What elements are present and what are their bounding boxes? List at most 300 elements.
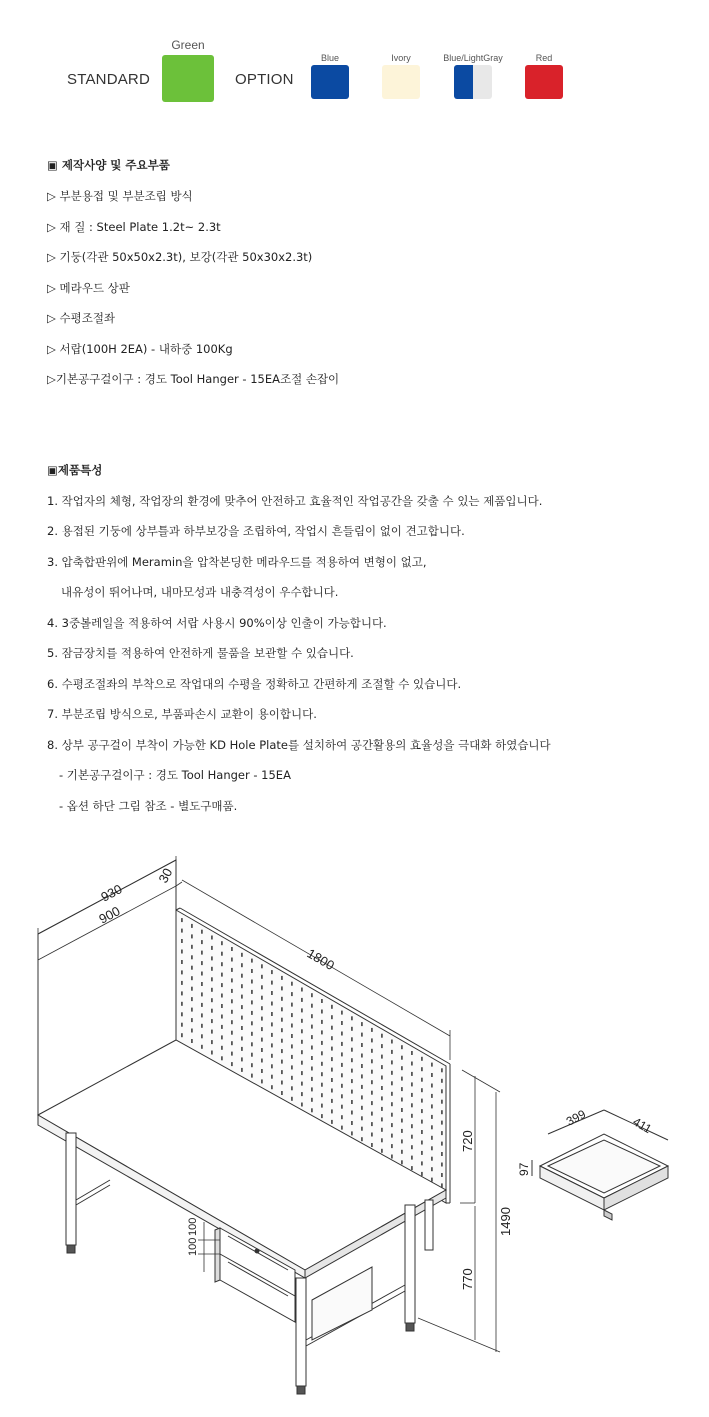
peg-hole — [361, 1085, 363, 1089]
swatch-label-green: Green — [171, 38, 205, 52]
peg-hole — [211, 977, 213, 981]
peg-hole — [441, 1121, 443, 1125]
peg-hole — [251, 1042, 253, 1046]
peg-hole — [371, 1049, 373, 1053]
peg-hole — [241, 1068, 243, 1072]
peg-hole — [211, 946, 213, 950]
peg-hole — [201, 992, 203, 996]
peg-hole — [381, 1138, 383, 1142]
peg-hole — [181, 991, 183, 995]
peg-hole — [331, 1047, 333, 1051]
peg-hole — [381, 1149, 383, 1153]
peg-hole — [291, 1076, 293, 1080]
peg-hole — [221, 983, 223, 987]
peg-hole — [351, 1111, 353, 1115]
peg-hole — [251, 1011, 253, 1015]
peg-hole — [441, 1068, 443, 1072]
peg-hole — [201, 972, 203, 976]
peg-hole — [311, 1067, 313, 1071]
peg-hole — [391, 1113, 393, 1117]
peg-hole — [191, 1039, 193, 1043]
peg-hole — [391, 1040, 393, 1044]
peg-hole — [361, 1074, 363, 1078]
dim-depth-outer: 930 — [98, 881, 125, 905]
peg-hole — [381, 1076, 383, 1080]
peg-hole — [431, 1167, 433, 1171]
peg-hole — [231, 1041, 233, 1045]
peg-hole — [231, 1020, 233, 1024]
peg-hole — [371, 1122, 373, 1126]
peg-hole — [341, 1115, 343, 1119]
dim-width: 1800 — [304, 945, 338, 974]
peg-hole — [181, 918, 183, 922]
peg-hole — [311, 1108, 313, 1112]
peg-hole — [181, 1033, 183, 1037]
peg-hole — [291, 1003, 293, 1007]
peg-hole — [181, 960, 183, 964]
peg-hole — [331, 1109, 333, 1113]
leg-back-right-foot — [406, 1323, 414, 1331]
peg-hole — [281, 986, 283, 990]
peg-hole — [201, 1045, 203, 1049]
peg-hole — [351, 1058, 353, 1062]
peg-hole — [301, 998, 303, 1002]
peg-hole — [241, 1026, 243, 1030]
lower-shelf-box — [312, 1267, 372, 1340]
peg-hole — [271, 1064, 273, 1068]
peg-hole — [241, 1016, 243, 1020]
peg-hole — [271, 970, 273, 974]
peg-hole — [341, 1084, 343, 1088]
spec-heading: ▣ 제작사양 및 주요부품 — [47, 158, 170, 172]
peg-hole — [331, 1015, 333, 1019]
peg-hole — [431, 1104, 433, 1108]
peg-hole — [361, 1054, 363, 1058]
peg-hole — [281, 1091, 283, 1095]
peg-hole — [331, 1068, 333, 1072]
peg-hole — [401, 1077, 403, 1081]
peg-hole — [261, 964, 263, 968]
peg-hole — [241, 984, 243, 988]
peg-hole — [211, 998, 213, 1002]
peg-hole — [181, 1012, 183, 1016]
peg-hole — [301, 1029, 303, 1033]
peg-hole — [411, 1051, 413, 1055]
peg-hole — [291, 1097, 293, 1101]
swatch-ivory — [382, 65, 420, 99]
peg-hole — [251, 1000, 253, 1004]
peg-hole — [261, 1006, 263, 1010]
peg-hole — [271, 1054, 273, 1058]
peg-hole — [421, 1067, 423, 1071]
peg-hole — [211, 988, 213, 992]
peg-hole — [301, 1050, 303, 1054]
peg-hole — [271, 981, 273, 985]
peg-hole — [431, 1125, 433, 1129]
peg-hole — [281, 1007, 283, 1011]
peg-hole — [311, 1004, 313, 1008]
peg-hole — [271, 1002, 273, 1006]
peg-hole — [351, 1121, 353, 1125]
peg-hole — [191, 945, 193, 949]
peg-hole — [281, 1081, 283, 1085]
peg-hole — [251, 969, 253, 973]
spec-item: ▷ 기둥(각관 50x50x2.3t), 보강(각관 50x30x2.3t) — [47, 250, 313, 264]
peg-hole — [361, 1022, 363, 1026]
peg-hole — [371, 1028, 373, 1032]
peg-hole — [311, 1014, 313, 1018]
swatch-blue — [311, 65, 349, 99]
peg-hole — [191, 924, 193, 928]
peg-hole — [351, 1131, 353, 1135]
peg-hole — [351, 1100, 353, 1104]
peg-hole — [441, 1089, 443, 1093]
dim-panel-height: 720 — [460, 1130, 475, 1152]
feature-item: 6. 수평조절좌의 부착으로 작업대의 수평을 정확하고 간편하게 조절할 수 있습니다. — [47, 677, 462, 691]
peg-hole — [401, 1119, 403, 1123]
peg-hole — [231, 968, 233, 972]
peg-hole — [311, 993, 313, 997]
peg-hole — [361, 1043, 363, 1047]
feature-item: - 기본공구걸이구 : 경도 Tool Hanger - 15EA — [59, 768, 291, 782]
peg-hole — [381, 1034, 383, 1038]
peg-hole — [261, 1017, 263, 1021]
peg-hole — [201, 961, 203, 965]
peg-hole — [391, 1102, 393, 1106]
peg-hole — [391, 1071, 393, 1075]
peg-hole — [271, 1085, 273, 1089]
swatch-green — [162, 55, 214, 102]
peg-hole — [421, 1141, 423, 1145]
peg-hole — [271, 1075, 273, 1079]
peg-hole — [401, 1129, 403, 1133]
peg-hole — [201, 1034, 203, 1038]
dim-drawer-h1: 100 — [187, 1217, 199, 1236]
peg-hole — [281, 976, 283, 980]
peg-hole — [361, 1106, 363, 1110]
peg-hole — [391, 1081, 393, 1085]
peg-hole — [271, 1012, 273, 1016]
swatch-red — [525, 65, 563, 99]
peg-hole — [221, 1004, 223, 1008]
peg-hole — [261, 1027, 263, 1031]
peg-hole — [441, 1142, 443, 1146]
peg-hole — [411, 1103, 413, 1107]
peg-hole — [401, 1139, 403, 1143]
peg-hole — [181, 1023, 183, 1027]
peg-hole — [221, 1025, 223, 1029]
peg-hole — [431, 1157, 433, 1161]
peg-hole — [321, 1041, 323, 1045]
peg-hole — [211, 1019, 213, 1023]
peg-hole — [371, 1038, 373, 1042]
features-heading: ▣제품특성 — [47, 463, 103, 477]
peg-hole — [371, 1112, 373, 1116]
peg-hole — [311, 1046, 313, 1050]
peg-hole — [371, 1091, 373, 1095]
peg-hole — [431, 1073, 433, 1077]
peg-hole — [401, 1160, 403, 1164]
peg-hole — [351, 1027, 353, 1031]
peg-hole — [401, 1045, 403, 1049]
peg-hole — [291, 1024, 293, 1028]
peg-hole — [191, 1029, 193, 1033]
peg-hole — [431, 1115, 433, 1119]
peg-hole — [371, 1080, 373, 1084]
swatch-label-ivory: Ivory — [391, 53, 411, 63]
peg-hole — [261, 1059, 263, 1063]
peg-hole — [341, 1042, 343, 1046]
peg-hole — [221, 1035, 223, 1039]
peg-hole — [431, 1146, 433, 1150]
peg-hole — [291, 1013, 293, 1017]
peg-hole — [251, 1063, 253, 1067]
feature-item: 5. 잠금장치를 적용하여 안전하게 물품을 보관할 수 있습니다. — [47, 646, 354, 660]
peg-hole — [441, 1079, 443, 1083]
peg-hole — [301, 1008, 303, 1012]
peg-hole — [391, 1060, 393, 1064]
peg-hole — [311, 1056, 313, 1060]
workbench-drawing — [0, 840, 709, 1417]
peg-hole — [191, 955, 193, 959]
peg-hole — [321, 999, 323, 1003]
peg-hole — [201, 951, 203, 955]
peg-hole — [221, 1056, 223, 1060]
peg-hole — [301, 1019, 303, 1023]
feature-item: 2. 용접된 기둥에 상부틀과 하부보강을 조립하여, 작업시 흔들림이 없이 견고합니다. — [47, 524, 465, 538]
peg-hole — [321, 1083, 323, 1087]
spec-item: ▷ 수평조절좌 — [47, 311, 116, 325]
peg-hole — [251, 990, 253, 994]
peg-hole — [211, 1009, 213, 1013]
peg-hole — [211, 956, 213, 960]
peg-hole — [401, 1066, 403, 1070]
leg-back-right — [405, 1205, 415, 1323]
peg-hole — [441, 1173, 443, 1177]
leg-back-right-2 — [425, 1200, 433, 1250]
peg-hole — [381, 1086, 383, 1090]
peg-hole — [241, 1057, 243, 1061]
peg-hole — [421, 1151, 423, 1155]
peg-hole — [351, 1069, 353, 1073]
peg-hole — [301, 1092, 303, 1096]
peg-hole — [191, 976, 193, 980]
standard-label: STANDARD — [67, 71, 150, 88]
peg-hole — [251, 980, 253, 984]
peg-hole — [341, 1011, 343, 1015]
peg-hole — [441, 1152, 443, 1156]
peg-hole — [311, 1098, 313, 1102]
peg-hole — [321, 1030, 323, 1034]
spec-item: ▷ 서랍(100H 2EA) - 내하중 100Kg — [47, 342, 233, 356]
peg-hole — [231, 947, 233, 951]
peg-hole — [291, 982, 293, 986]
peg-hole — [231, 1062, 233, 1066]
peg-hole — [311, 1087, 313, 1091]
peg-hole — [181, 950, 183, 954]
peg-hole — [411, 1093, 413, 1097]
peg-hole — [321, 1114, 323, 1118]
peg-hole — [271, 1033, 273, 1037]
peg-hole — [281, 1028, 283, 1032]
peg-hole — [351, 1048, 353, 1052]
peg-hole — [391, 1123, 393, 1127]
peg-hole — [401, 1150, 403, 1154]
dim-drawer-width: 399 — [563, 1106, 589, 1129]
peg-hole — [311, 1077, 313, 1081]
peg-hole — [341, 1032, 343, 1036]
peg-hole — [411, 1072, 413, 1076]
peg-hole — [331, 1120, 333, 1124]
peg-hole — [341, 1105, 343, 1109]
peg-hole — [301, 1082, 303, 1086]
leg-left-front — [66, 1133, 76, 1245]
peg-hole — [301, 1040, 303, 1044]
peg-hole — [291, 1034, 293, 1038]
peg-hole — [261, 1038, 263, 1042]
peg-hole — [391, 1134, 393, 1138]
peg-hole — [251, 1032, 253, 1036]
peg-hole — [371, 1070, 373, 1074]
peg-hole — [421, 1161, 423, 1165]
peg-hole — [301, 1061, 303, 1065]
peg-hole — [211, 1051, 213, 1055]
peg-hole — [431, 1063, 433, 1067]
peg-hole — [331, 1078, 333, 1082]
peg-hole — [281, 1018, 283, 1022]
peg-hole — [371, 1143, 373, 1147]
feature-item: 7. 부분조립 방식으로, 부품파손시 교환이 용이합니다. — [47, 707, 317, 721]
peg-hole — [221, 1046, 223, 1050]
peg-hole — [231, 978, 233, 982]
peg-hole — [271, 1022, 273, 1026]
peg-hole — [241, 953, 243, 957]
peg-hole — [421, 1109, 423, 1113]
peg-hole — [411, 1145, 413, 1149]
peg-hole — [381, 1096, 383, 1100]
peg-hole — [201, 940, 203, 944]
peg-hole — [281, 1060, 283, 1064]
peg-hole — [231, 999, 233, 1003]
peg-hole — [181, 939, 183, 943]
peg-hole — [431, 1084, 433, 1088]
peg-hole — [401, 1108, 403, 1112]
peg-hole — [361, 1116, 363, 1120]
dim-panel-thickness: 30 — [155, 865, 176, 886]
peg-hole — [411, 1166, 413, 1170]
peg-hole — [211, 967, 213, 971]
peg-hole — [201, 1013, 203, 1017]
peg-hole — [421, 1120, 423, 1124]
peg-hole — [191, 1008, 193, 1012]
peg-hole — [241, 1037, 243, 1041]
peg-hole — [221, 941, 223, 945]
peg-hole — [251, 1053, 253, 1057]
peg-hole — [391, 1050, 393, 1054]
peg-hole — [281, 997, 283, 1001]
peg-hole — [371, 1133, 373, 1137]
peg-hole — [421, 1088, 423, 1092]
peg-hole — [351, 1037, 353, 1041]
peg-hole — [381, 1117, 383, 1121]
peg-hole — [281, 1049, 283, 1053]
peg-hole — [261, 996, 263, 1000]
peg-hole — [331, 1089, 333, 1093]
feature-item: 1. 작업자의 체형, 작업장의 환경에 맞추어 안전하고 효율적인 작업공간을 갖출 수 있는 제품입니다. — [47, 494, 543, 508]
feature-item: 3. 압축합판위에 Meramin을 압착본딩한 메라우드를 적용하여 변형이 없고, — [47, 555, 427, 569]
peg-hole — [231, 1052, 233, 1056]
dim-drawer-depth: 411 — [630, 1114, 655, 1137]
peg-hole — [431, 1178, 433, 1182]
peg-hole — [421, 1078, 423, 1082]
leg-left-front-foot — [67, 1245, 75, 1253]
peg-hole — [341, 1021, 343, 1025]
peg-hole — [311, 1025, 313, 1029]
peg-hole — [241, 1047, 243, 1051]
peg-hole — [261, 1048, 263, 1052]
peg-hole — [421, 1172, 423, 1176]
peg-hole — [321, 1010, 323, 1014]
peg-hole — [221, 1015, 223, 1019]
peg-hole — [361, 1127, 363, 1131]
peg-hole — [181, 970, 183, 974]
peg-hole — [441, 1183, 443, 1187]
peg-hole — [421, 1057, 423, 1061]
feature-item: - 옵션 하단 그림 참조 - 별도구매품. — [59, 799, 238, 813]
peg-hole — [191, 934, 193, 938]
peg-hole — [431, 1094, 433, 1098]
peg-hole — [201, 1024, 203, 1028]
feature-item: 8. 상부 공구걸이 부착이 가능한 KD Hole Plate를 설치하여 공간활용의 효율성을 극대화 하였습니다 — [47, 738, 551, 752]
peg-hole — [221, 994, 223, 998]
peg-hole — [211, 1030, 213, 1034]
peg-hole — [291, 992, 293, 996]
peg-hole — [291, 1044, 293, 1048]
peg-hole — [441, 1163, 443, 1167]
peg-hole — [331, 1099, 333, 1103]
peg-hole — [221, 973, 223, 977]
peg-hole — [301, 1103, 303, 1107]
peg-hole — [271, 991, 273, 995]
peg-hole — [421, 1099, 423, 1103]
swatch-label-red: Red — [535, 53, 553, 63]
peg-hole — [401, 1087, 403, 1091]
dim-table-height: 770 — [460, 1268, 475, 1290]
peg-hole — [191, 997, 193, 1001]
swatch-label-blue-lightgray: Blue/LightGray — [443, 53, 503, 63]
peg-hole — [391, 1092, 393, 1096]
peg-hole — [341, 1073, 343, 1077]
feature-item: 4. 3중볼레일을 적용하여 서랍 사용시 90%이상 인출이 가능합니다. — [47, 616, 387, 630]
peg-hole — [261, 1069, 263, 1073]
peg-hole — [381, 1055, 383, 1059]
peg-hole — [321, 1020, 323, 1024]
peg-hole — [251, 1074, 253, 1078]
peg-hole — [321, 1104, 323, 1108]
peg-hole — [411, 1124, 413, 1128]
peg-hole — [441, 1100, 443, 1104]
peg-hole — [411, 1082, 413, 1086]
peg-hole — [401, 1056, 403, 1060]
peg-hole — [211, 936, 213, 940]
peg-hole — [191, 966, 193, 970]
peg-hole — [351, 1079, 353, 1083]
peg-hole — [331, 1026, 333, 1030]
peg-hole — [401, 1098, 403, 1102]
peg-hole — [241, 1005, 243, 1009]
peg-hole — [241, 974, 243, 978]
peg-hole — [261, 985, 263, 989]
